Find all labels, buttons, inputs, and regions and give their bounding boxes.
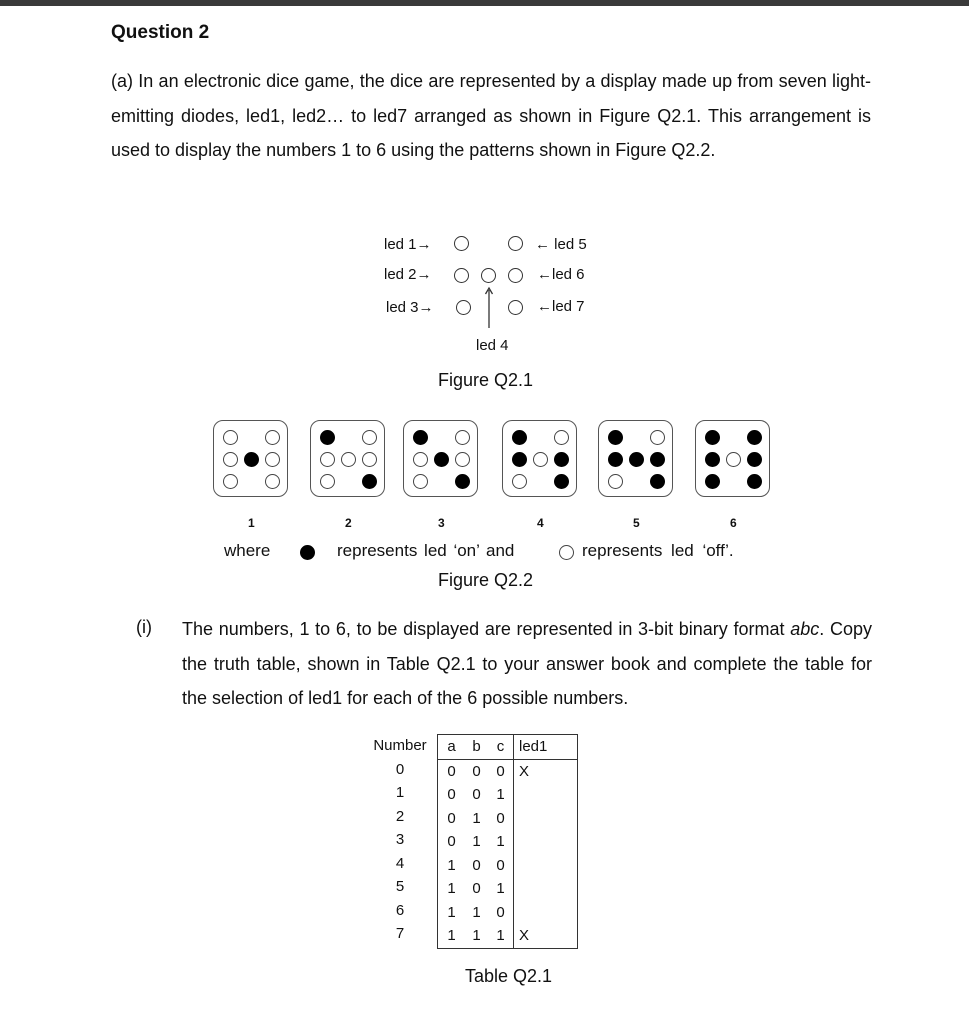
legend-on-text: represents led ‘on’ and xyxy=(337,541,515,560)
table-row xyxy=(438,924,578,948)
led4-label: led 4 xyxy=(476,337,509,354)
die-label: 5 xyxy=(633,516,640,530)
row-number: 4 xyxy=(395,854,405,872)
led-on-dot-icon xyxy=(554,452,569,467)
die-label: 4 xyxy=(537,516,544,530)
part-i-text-pre: The numbers, 1 to 6, to be displayed are represented in 3-bit binary format xyxy=(182,619,791,639)
part-i-text xyxy=(182,612,872,716)
led-on-dot-icon xyxy=(747,452,762,467)
led-on-dot-icon xyxy=(608,452,623,467)
led-off-dot-icon xyxy=(362,452,377,467)
row-number: 2 xyxy=(395,807,405,825)
cell-c: 0 xyxy=(496,762,505,780)
led-off-dot-icon xyxy=(320,474,335,489)
led4-circle xyxy=(481,268,496,283)
cell-b: 1 xyxy=(472,833,481,851)
led-off-dot-icon xyxy=(455,430,470,445)
cell-a: 1 xyxy=(447,880,456,898)
table-row xyxy=(438,901,578,925)
led-off-dot-icon xyxy=(413,452,428,467)
die-label: 3 xyxy=(438,516,445,530)
led-on-dot-icon xyxy=(244,452,259,467)
top-bar xyxy=(0,0,969,6)
led-off-dot-icon xyxy=(533,452,548,467)
cell-c: 1 xyxy=(496,786,505,804)
led-off-dot-icon xyxy=(223,452,238,467)
led-on-dot-icon xyxy=(747,430,762,445)
part-i-marker: (i) xyxy=(136,617,152,637)
die-label: 6 xyxy=(730,516,737,530)
cell-led1 xyxy=(514,877,578,901)
led3-label: led 3→ xyxy=(386,299,434,316)
row-number: 0 xyxy=(395,760,405,778)
table-row xyxy=(438,854,578,878)
led-on-dot-icon xyxy=(554,474,569,489)
cell-led1 xyxy=(514,807,578,831)
cell-a: 0 xyxy=(447,833,456,851)
led5-label: ← led 5 xyxy=(535,236,587,253)
cell-c: 0 xyxy=(496,856,505,874)
led6-circle xyxy=(508,268,523,283)
led2-label: led 2→ xyxy=(384,266,432,283)
led-off-dot-icon xyxy=(554,430,569,445)
led3-circle xyxy=(456,300,471,315)
empty-dot-icon xyxy=(559,545,574,560)
led-on-dot-icon xyxy=(434,452,449,467)
row-number: 5 xyxy=(395,878,405,895)
table-row xyxy=(438,807,578,831)
led-off-dot-icon xyxy=(726,452,741,467)
cell-b: 0 xyxy=(472,786,481,804)
cell-led1 xyxy=(514,830,578,854)
table-row xyxy=(438,830,578,854)
die-5 xyxy=(598,420,673,497)
led1-circle xyxy=(454,236,469,251)
led-off-dot-icon xyxy=(362,430,377,445)
die-1 xyxy=(213,420,288,497)
cell-c: 0 xyxy=(496,809,505,827)
led1-label: led 1→ xyxy=(384,236,432,253)
cell-c: 1 xyxy=(496,880,505,898)
led-on-dot-icon xyxy=(747,474,762,489)
led-on-dot-icon xyxy=(608,430,623,445)
led-on-dot-icon xyxy=(455,474,470,489)
cell-b: 0 xyxy=(472,880,481,898)
table-q2-1-caption: Table Q2.1 xyxy=(465,966,553,986)
led-on-dot-icon xyxy=(413,430,428,445)
cell-b: 1 xyxy=(472,809,481,827)
led-off-dot-icon xyxy=(320,452,335,467)
figure-q2-2-caption: Figure Q2.2 xyxy=(438,570,534,590)
led-off-dot-icon xyxy=(608,474,623,489)
led-off-dot-icon xyxy=(223,430,238,445)
die-3 xyxy=(403,420,478,497)
cell-led1 xyxy=(514,901,578,925)
table-row xyxy=(438,759,578,783)
cell-c: 1 xyxy=(496,927,505,945)
row-number: 6 xyxy=(395,901,405,919)
cell-b: 0 xyxy=(472,762,481,780)
cell-led1: X xyxy=(514,759,578,783)
led-on-dot-icon xyxy=(512,430,527,445)
led-off-dot-icon xyxy=(265,474,280,489)
cell-b: 1 xyxy=(472,903,481,921)
number-column xyxy=(365,734,435,942)
led-on-dot-icon xyxy=(705,474,720,489)
cell-a: 1 xyxy=(447,927,456,945)
cell-led1: X xyxy=(514,924,578,948)
die-4 xyxy=(502,420,577,497)
led-off-dot-icon xyxy=(341,452,356,467)
row-number: 3 xyxy=(395,831,405,848)
led7-circle xyxy=(508,300,523,315)
led-off-dot-icon xyxy=(512,474,527,489)
truth-table xyxy=(437,734,578,949)
header-led1: led1 xyxy=(514,735,578,760)
led-off-dot-icon xyxy=(455,452,470,467)
cell-led1 xyxy=(514,854,578,878)
led-on-dot-icon xyxy=(705,452,720,467)
cell-b: 1 xyxy=(472,927,481,945)
cell-a: 0 xyxy=(447,762,456,780)
led-on-dot-icon xyxy=(705,430,720,445)
led2-circle xyxy=(454,268,469,283)
table-row xyxy=(438,783,578,807)
cell-c: 0 xyxy=(496,903,505,921)
question-heading: Question 2 xyxy=(111,22,210,43)
up-arrow-icon xyxy=(483,286,495,328)
row-number: 1 xyxy=(395,784,405,801)
header-a: a xyxy=(447,738,456,756)
led7-label: ←led 7 xyxy=(537,298,585,315)
led-off-dot-icon xyxy=(413,474,428,489)
led5-circle xyxy=(508,236,523,251)
led6-label: ←led 6 xyxy=(537,266,585,283)
cell-led1 xyxy=(514,783,578,807)
header-c: c xyxy=(496,738,505,756)
die-2 xyxy=(310,420,385,497)
die-6 xyxy=(695,420,770,497)
number-header: Number xyxy=(373,737,427,754)
led-on-dot-icon xyxy=(650,474,665,489)
led-off-dot-icon xyxy=(223,474,238,489)
led-on-dot-icon xyxy=(512,452,527,467)
filled-dot-icon xyxy=(300,545,315,560)
intro-paragraph: (a) In an electronic dice game, the dice are represented by a display made up from seven light-emitting diodes, led1, led2… to led7 arranged as shown in Figure Q2.1. This arrangement is used to display the numbers 1 to 6 using the patterns shown in Figure Q2.2. xyxy=(111,71,871,160)
led-off-dot-icon xyxy=(265,430,280,445)
cell-a: 0 xyxy=(447,786,456,804)
led-off-dot-icon xyxy=(650,430,665,445)
row-number: 7 xyxy=(395,925,405,942)
led-on-dot-icon xyxy=(362,474,377,489)
legend-where: where xyxy=(224,541,271,560)
cell-b: 0 xyxy=(472,856,481,874)
led-off-dot-icon xyxy=(265,452,280,467)
die-label: 2 xyxy=(345,516,352,530)
header-b: b xyxy=(472,738,481,756)
figure-q2-1-caption: Figure Q2.1 xyxy=(438,370,534,390)
cell-a: 1 xyxy=(447,903,456,921)
part-i-text-post: . Copy the truth table, shown in Table Q2.1 to your answer book and complete the table for the selection of led1 for each of the 6 possible numbers. xyxy=(182,619,872,708)
part-i-abc: abc xyxy=(790,619,820,639)
table-row xyxy=(438,877,578,901)
cell-c: 1 xyxy=(496,833,505,851)
cell-a: 0 xyxy=(447,809,456,827)
die-label: 1 xyxy=(248,516,255,530)
led-on-dot-icon xyxy=(320,430,335,445)
led-on-dot-icon xyxy=(650,452,665,467)
legend-off-text: represents led ‘off’. xyxy=(582,541,734,560)
led-on-dot-icon xyxy=(629,452,644,467)
cell-a: 1 xyxy=(447,856,456,874)
